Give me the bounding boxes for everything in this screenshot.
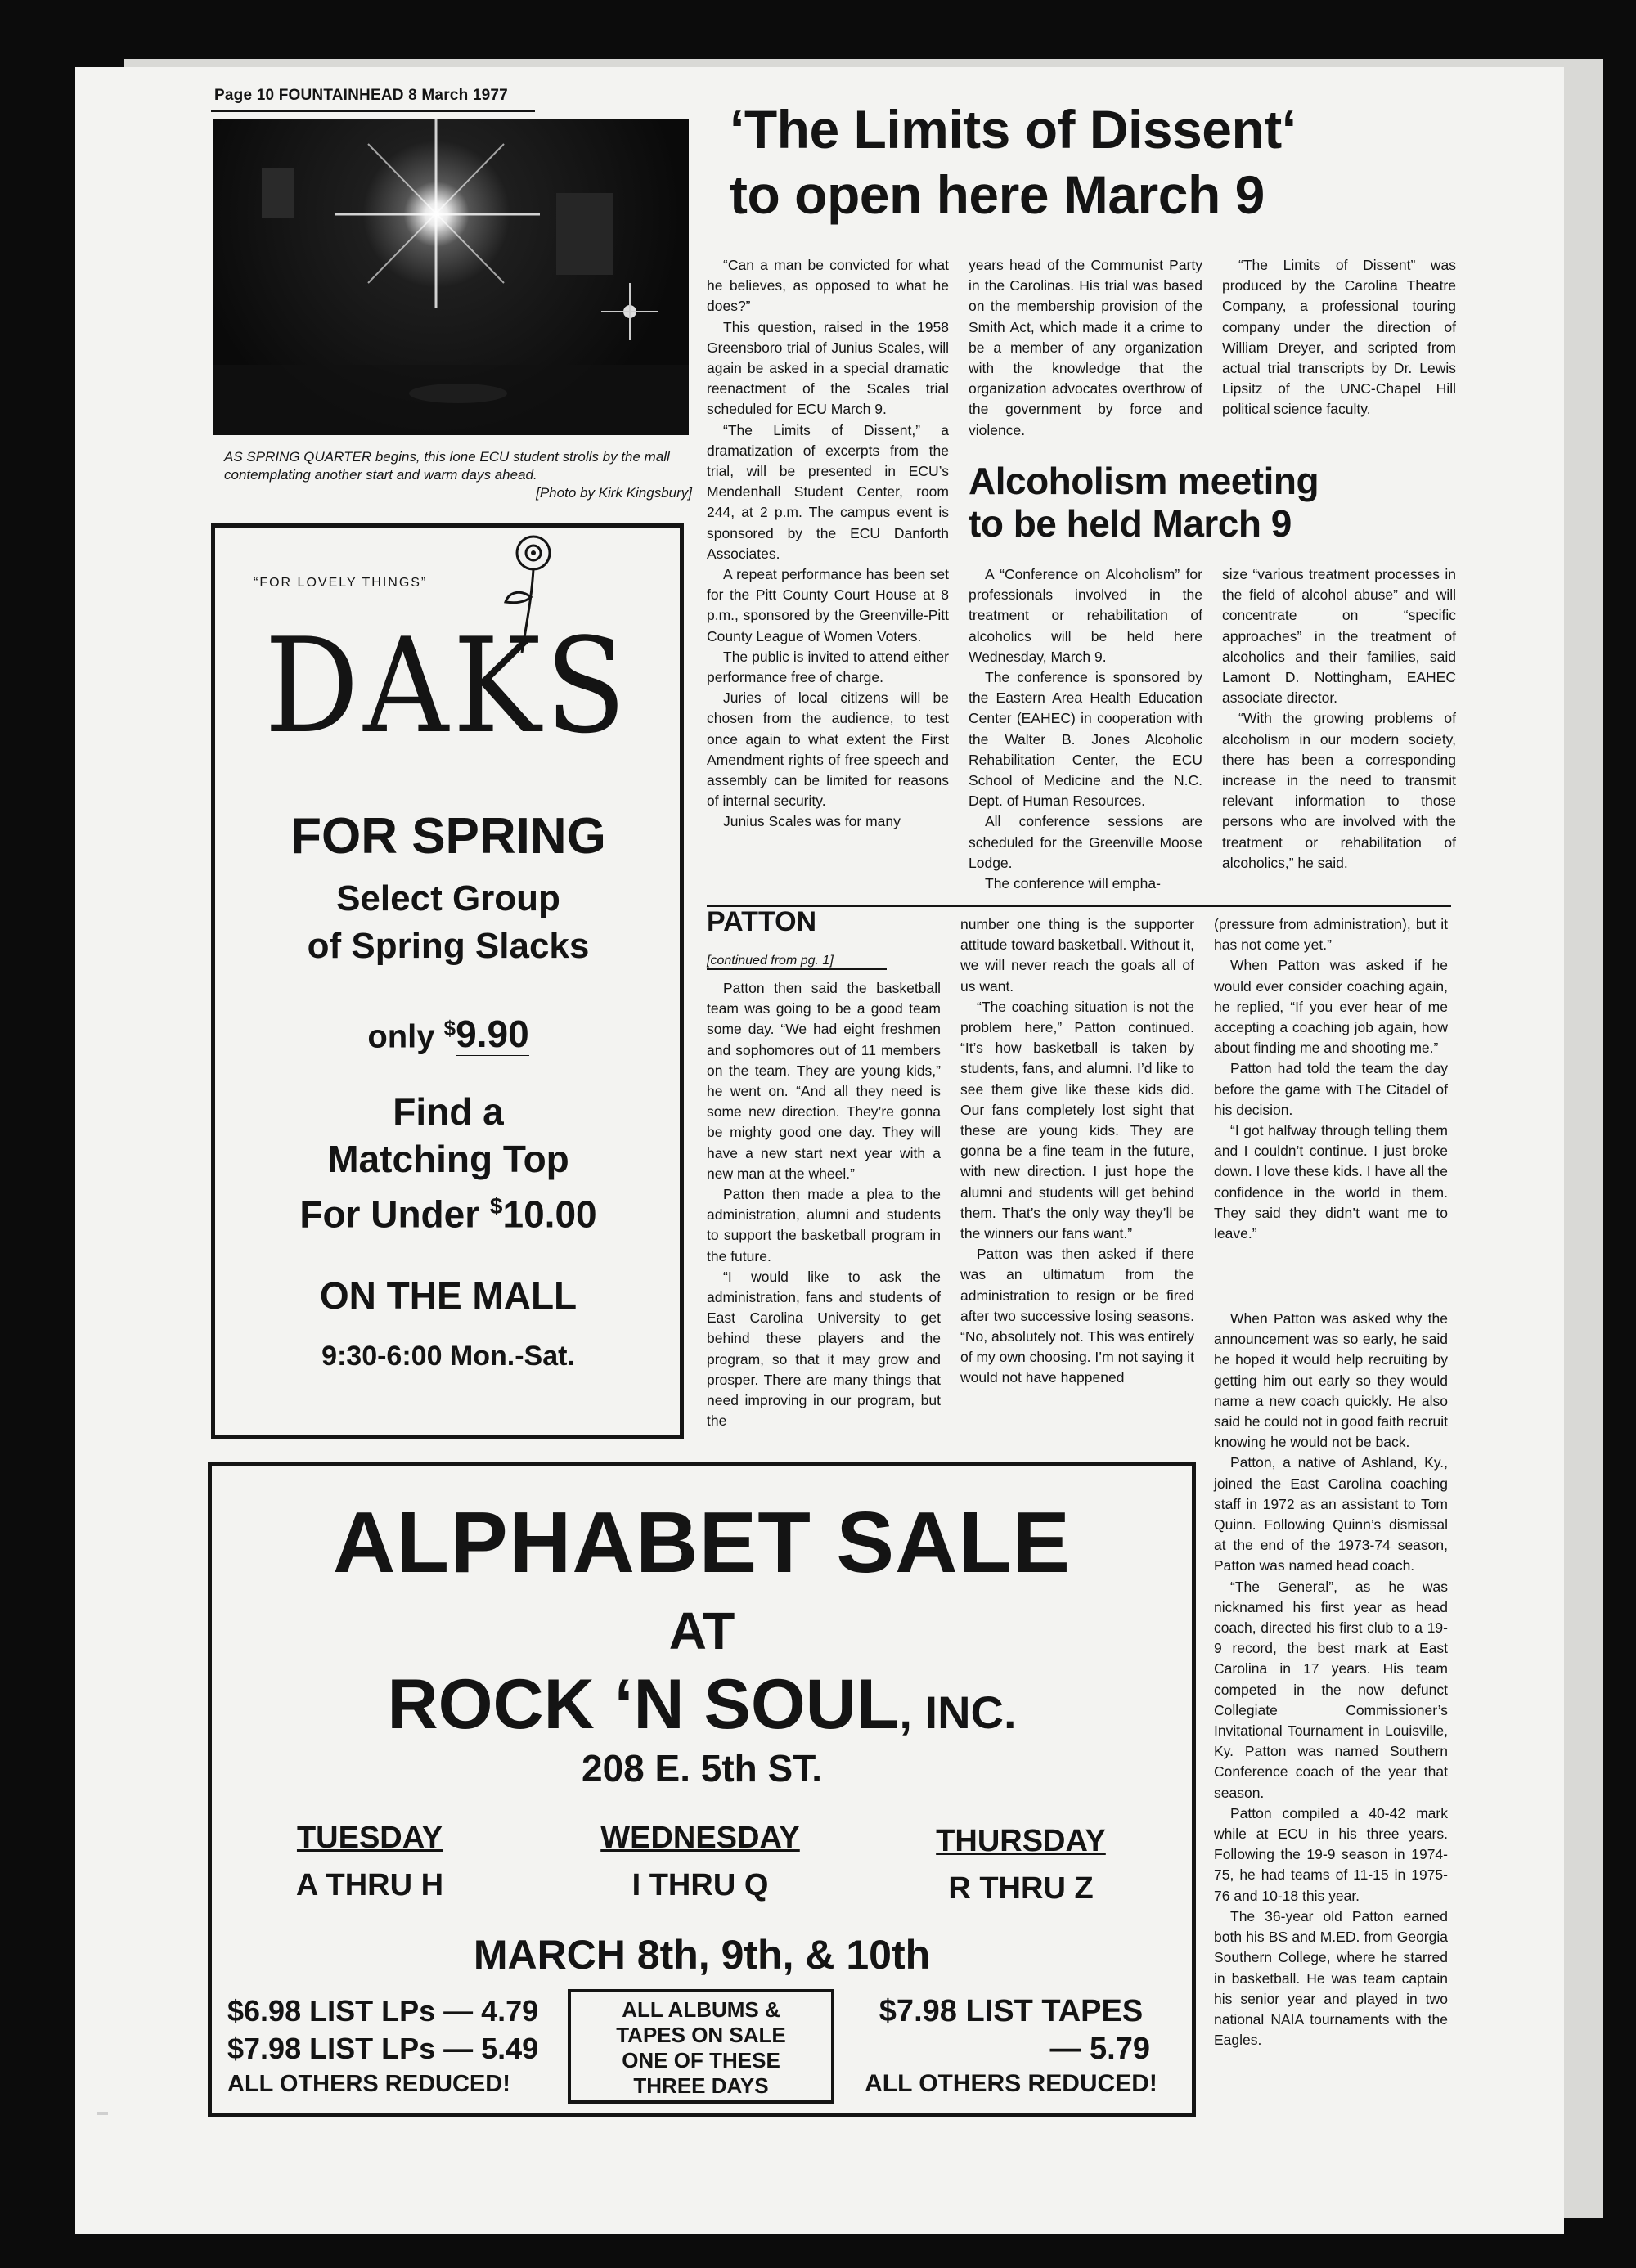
patton-paragraph: Patton had told the team the day before the game with The Citadel of his decision. xyxy=(1214,1060,1448,1118)
daks-for-spring: FOR SPRING xyxy=(290,808,606,865)
patton-column-3b xyxy=(1214,1309,1448,2050)
dissent-paragraph: Juries of local citizens will be chosen from the audience, to test once again to what extent the First Amendment rights of free speech and assembly can be limited for reasons of internal security. xyxy=(707,689,949,810)
patton-column-2 xyxy=(960,914,1194,1389)
dissent-headline xyxy=(730,97,1564,227)
alphabet-store-inc: , INC. xyxy=(899,1686,1017,1738)
alcoholism-paragraph: The conference will empha- xyxy=(985,875,1161,892)
dissent-paragraph: “Can a man be convicted for what he believes, as opposed to what he does?” xyxy=(707,257,949,315)
sale-day-range: I THRU Q xyxy=(631,1868,769,1902)
sale-day-label: THURSDAY xyxy=(936,1824,1106,1858)
alphabet-at: AT xyxy=(668,1601,735,1660)
all-albums-line: ALL ALBUMS & xyxy=(622,1997,780,2022)
alcoholism-column-2 xyxy=(1222,564,1456,874)
dissent-paragraph: “The Limits of Dissent,” a dramatization of excerpts from the trial, will be presented in ECU’s Mendenhall Student Center, room 244, at 2 p.m. The campus event is sponsored by the ECU Danforth Associates. xyxy=(707,421,949,562)
sale-day-range: R THRU Z xyxy=(948,1871,1094,1906)
patton-paragraph: Patton compiled a 40-42 mark while at ECU in his three years. Following the 19-9 season in 1974-75, he had teams of 11-15 in 1975-76 and 10-18 this year. xyxy=(1214,1804,1448,1904)
daks-find-line2: Matching Top xyxy=(327,1138,569,1180)
patton-paragraph: Patton then said the basketball team was going to be a good team some day. “We had eight freshmen and sophomores out of 11 members on the team. They are young kids,” he went on. “And all they need is some new direction. They’re gonna be mighty good one day. They will have a new start next year with a new man at the wheel.” xyxy=(707,980,941,1182)
dissent-paragraph: A repeat performance has been set for the Pitt County Court House at 8 p.m., sponsored by the Greenville-Pitt County League of Women Voters. xyxy=(707,566,949,644)
patton-paragraph: “I would like to ask the administration, fans and students of East Carolina University to get behind these players and the program, so that it may grow and prosper. There are many things that need improving in our program, but the xyxy=(707,1268,941,1430)
dissent-column-1 xyxy=(707,255,949,833)
daks-logo: DAKS xyxy=(264,609,631,762)
patton-paragraph: “The General”, as he was nicknamed his first year as head coach, directed his first club to a 19-9 record, the best mark at East Carolina in 17 years. His team competed in the now defunct Collegiate Commissioner’s Invitational Tournament in Louisville, Ky. Patton was named Southern Conference coach of the year that season. xyxy=(1214,1578,1448,1801)
patton-paragraph: (pressure from administration), but it has not come yet.” xyxy=(1214,916,1448,954)
all-albums-line: TAPES ON SALE xyxy=(616,2023,786,2047)
patton-paragraph: Patton then made a plea to the administration, alumni and students to support the basketball program in the future. xyxy=(707,1186,941,1264)
dissent-column-3 xyxy=(1222,255,1456,420)
daks-price: 9.90 xyxy=(456,1013,529,1058)
all-albums-line: ONE OF THESE xyxy=(622,2048,780,2073)
sale-day-wednesday xyxy=(561,1819,839,1904)
alcoholism-headline-line1: Alcoholism meeting xyxy=(969,460,1319,502)
patton-paragraph: The 36-year old Patton earned both his BS and M.ED. from Georgia Southern College, where he starred in basketball. He was team captain his senior year and played in two national NAIA tournaments with the Eagles. xyxy=(1214,1907,1448,2049)
dissent-paragraph: Junius Scales was for many xyxy=(723,813,901,830)
patton-paragraph: “The coaching situation is not the problem here,” Patton continued. “It’s how basketball is taken by students, fans, and alumni. I’d like to see them give like these kids did. Our fans completely lost sight that these are young kids. They are gonna be a fine team in the future, with new direction. I just hope the alumni and students will get behind them. That’s the only way they’ll be the winners our fans want.” xyxy=(960,998,1194,1242)
alcoholism-column-1 xyxy=(969,564,1202,894)
tape-others-reduced: ALL OTHERS REDUCED! xyxy=(865,2070,1157,2097)
patton-paragraph: Patton, a native of Ashland, Ky., joined the East Carolina coaching staff in 1972 as an assistant to Tom Quinn. Following Quinn’s dismissal at the end of the 1973-74 season, Patton was named head coach. xyxy=(1214,1454,1448,1574)
tape-price-line: — 5.79 xyxy=(1049,2032,1150,2066)
dissent-paragraph: This question, raised in the 1958 Greensboro trial of Junius Scales, will again be asked in a special dramatic reenactment of the Scales trial scheduled for ECU March 9. xyxy=(707,318,949,418)
daks-under-price: 10.00 xyxy=(502,1192,597,1236)
daks-hours: 9:30-6:00 Mon.-Sat. xyxy=(321,1341,575,1372)
daks-find-line1: Find a xyxy=(393,1090,504,1133)
alcoholism-headline xyxy=(969,460,1459,545)
lp-price-line: $7.98 LIST LPs — 5.49 xyxy=(227,2032,539,2065)
dissent-paragraph: The public is invited to attend either performance free of charge. xyxy=(707,648,949,686)
tape-prices xyxy=(843,1992,1180,2100)
daks-on-the-mall: ON THE MALL xyxy=(319,1274,578,1317)
patton-headline: PATTON xyxy=(707,906,817,937)
daks-price-line xyxy=(219,1008,677,1057)
daks-under-label: For Under xyxy=(299,1192,480,1236)
section-rule xyxy=(707,905,1451,907)
patton-column-1 xyxy=(707,978,941,1431)
alphabet-store-line xyxy=(213,1664,1191,1754)
daks-under-line xyxy=(219,1183,677,1237)
dissent-paragraph: years head of the Communist Party in the Carolinas. His trial was based on the membership provision of the Smith Act, which made it a crime to be a member of any organization with the knowledge that the organization advocates overthrow of the government by force and violence. xyxy=(969,257,1202,438)
alphabet-sale-title: ALPHABET SALE xyxy=(332,1494,1072,1591)
patton-paragraph: When Patton was asked why the announcement was so early, he said he hoped it would help recruiting by getting him out early so they would name a new coach quickly. He also said he could not in good faith recruit knowing he would not be back. xyxy=(1214,1310,1449,1451)
dissent-paragraph: “The Limits of Dissent” was produced by the Carolina Theatre Company, a professional touring company under the direction of William Dreyer, and scripted from actual trial transcripts by Dr. Lewis Lipsitz of the UNC-Chapel Hill political science faculty. xyxy=(1222,257,1456,418)
all-albums-box xyxy=(568,1989,834,2104)
photo-caption xyxy=(224,448,692,502)
patton-paragraph: Patton was then asked if there was an ultimatum from the administration to resign or be fired after two successive losing seasons. “No, absolutely not. This was entirely of my own choosing. I’m not saying it would not have happened xyxy=(960,1246,1194,1386)
sale-day-label: TUESDAY xyxy=(296,1821,443,1855)
lp-price-line: $6.98 LIST LPs — 4.79 xyxy=(227,1994,539,2028)
lp-prices xyxy=(227,1992,563,2100)
patton-paragraph: number one thing is the supporter attitude toward basketball. Without it, we will never reach the goals all of us want. xyxy=(960,916,1194,995)
margin-mark xyxy=(97,2112,108,2115)
patton-paragraph: “I got halfway through telling them and I couldn’t continue. I just broke down. I love these kids. I have all the confidence in the world in them. They said they didn’t want me to leave.” xyxy=(1214,1122,1448,1242)
daks-select-group xyxy=(219,875,677,970)
sale-day-thursday xyxy=(882,1822,1160,1907)
folio-rule xyxy=(211,110,535,112)
daks-tagline: “FOR LOVELY THINGS” xyxy=(254,576,428,590)
photo-spring-quarter xyxy=(213,119,689,435)
photo-caption-text: AS SPRING QUARTER begins, this lone ECU student strolls by the mall contemplating another start and warm days ahead. xyxy=(224,449,670,483)
daks-select-line2: of Spring Slacks xyxy=(307,926,590,966)
alcoholism-paragraph: A “Conference on Alcoholism” for professionals involved in the treatment or rehabilitation of alcoholics will be held here Wednesday, March 9. xyxy=(969,566,1202,665)
tape-price-line: $7.98 LIST TAPES xyxy=(879,1994,1144,2028)
patton-column-3 xyxy=(1214,914,1448,1244)
alcoholism-paragraph: size “various treatment processes in the field of alcohol abuse” and will concentrate on “specific approaches” in the treatment of alcoholics and their families, said Lamont D. Nottingham, EAHEC associate director. xyxy=(1222,566,1456,707)
sale-day-label: WEDNESDAY xyxy=(600,1821,800,1855)
dissent-headline-line1: ‘The Limits of Dissent‘ xyxy=(730,99,1297,159)
dissent-column-2 xyxy=(969,255,1202,441)
patton-paragraph: When Patton was asked if he would ever consider coaching again, he replied, “If you ever hear of me accepting a coaching job again, how about finding me and shooting me.” xyxy=(1214,957,1448,1057)
daks-select-line1: Select Group xyxy=(336,878,560,918)
sale-dates: MARCH 8th, 9th, & 10th xyxy=(473,1932,931,1978)
sale-day-tuesday xyxy=(231,1819,509,1904)
all-albums-line: THREE DAYS xyxy=(633,2073,769,2098)
daks-under-dollar: $ xyxy=(489,1193,503,1219)
alphabet-address: 208 E. 5th ST. xyxy=(581,1747,822,1790)
newspaper-page xyxy=(75,67,1564,2234)
daks-find-top xyxy=(219,1088,677,1237)
lp-others-reduced: ALL OTHERS REDUCED! xyxy=(227,2071,510,2097)
folio: Page 10 FOUNTAINHEAD 8 March 1977 xyxy=(214,87,508,104)
alphabet-store-name: ROCK ‘N SOUL xyxy=(387,1665,900,1744)
patton-continued-note: [continued from pg. 1] xyxy=(707,954,887,970)
alcoholism-paragraph: The conference is sponsored by the Eastern Area Health Education Center (EAHEC) in cooperation with the Walter B. Jones Alcoholic Rehabilitation Center, the ECU School of Medicine and the N.C. Dept. of Human Resources. xyxy=(969,669,1202,810)
alcoholism-paragraph: All conference sessions are scheduled for the Greenville Moose Lodge. xyxy=(969,813,1202,871)
alcoholism-paragraph: “With the growing problems of alcoholism in our modern society, there has been a corresponding increase in the need to transmit relevant information to those persons who are involved with the treatment or rehabilitation of alcoholics,” he said. xyxy=(1222,710,1456,871)
alcoholism-headline-line2: to be held March 9 xyxy=(969,502,1292,545)
photo-credit: [Photo by Kirk Kingsbury] xyxy=(536,485,692,501)
daks-price-dollar: $ xyxy=(443,1016,456,1040)
dissent-headline-line2: to open here March 9 xyxy=(730,164,1265,225)
daks-only-label: only xyxy=(367,1018,435,1055)
photo-light-flare xyxy=(213,119,689,435)
sale-day-range: A THRU H xyxy=(295,1868,444,1902)
